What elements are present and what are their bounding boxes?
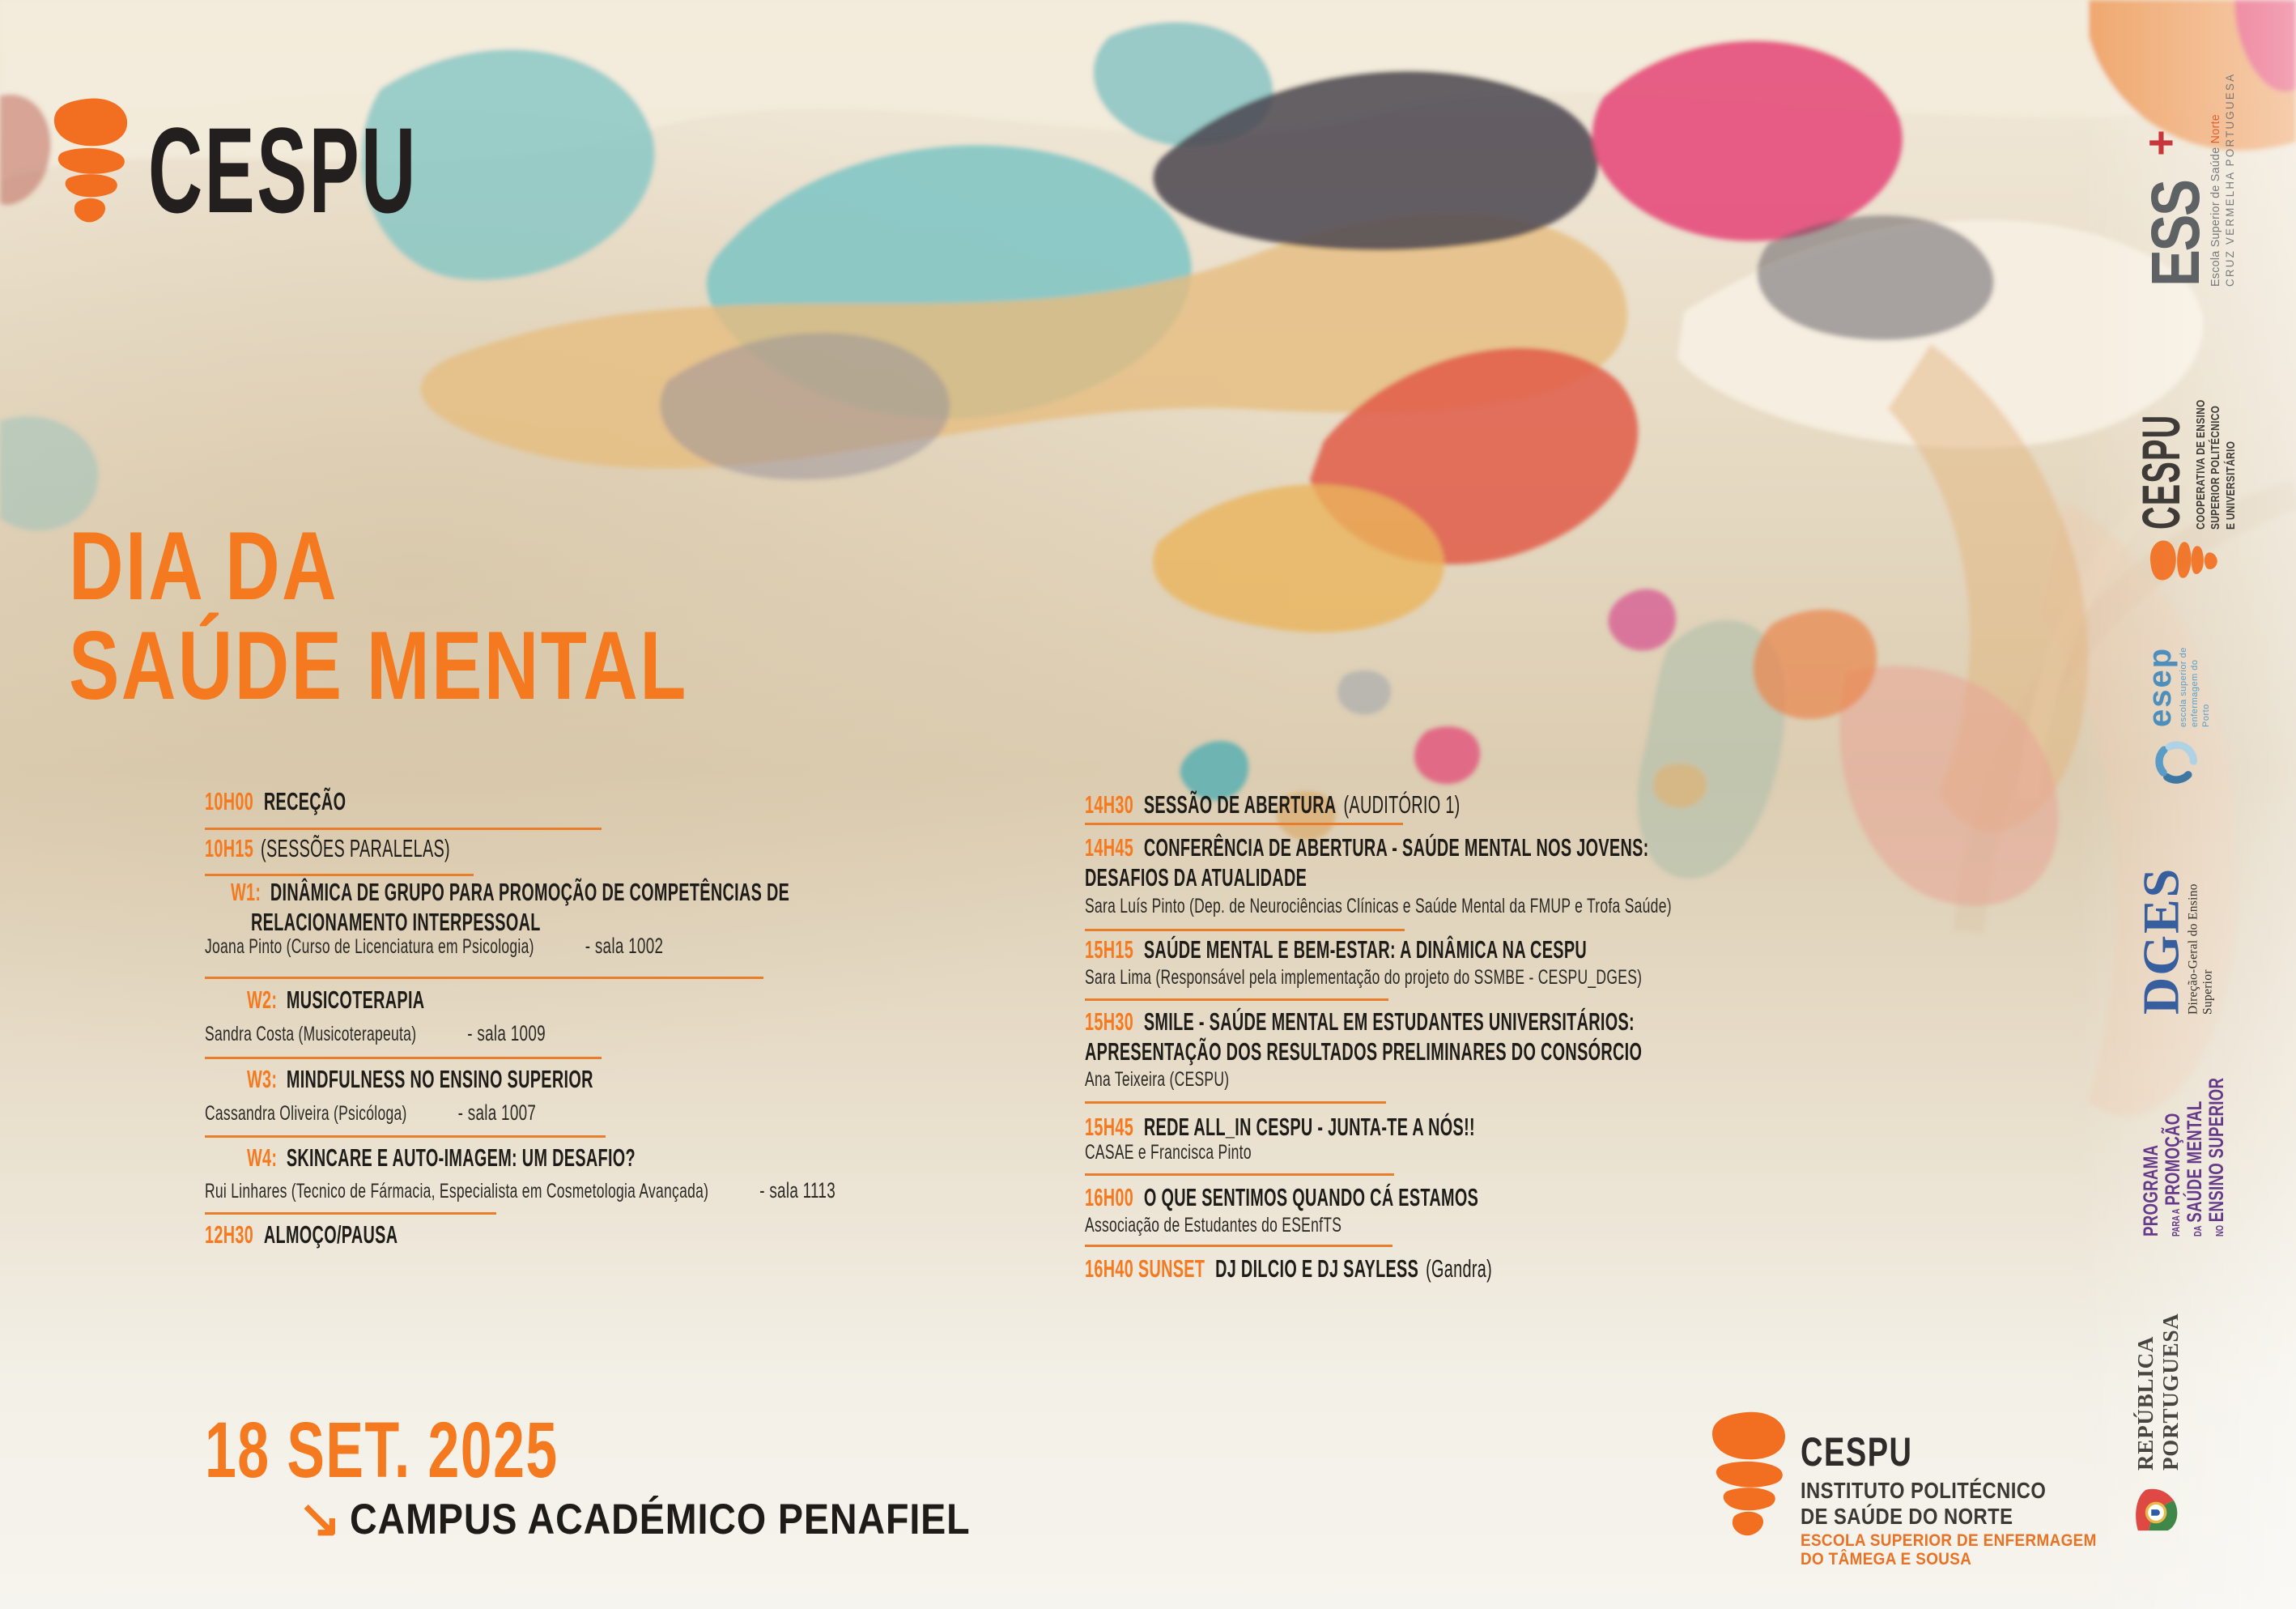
footer-line1: INSTITUTO POLITÉCNICO [1801, 1478, 2047, 1503]
workshop-label: W4: [247, 1143, 278, 1172]
ess-subtitle: CRUZ VERMELHA PORTUGUESA [2222, 72, 2236, 287]
schedule-item-14h45-line1 [1085, 834, 1966, 862]
ess-norte-highlight: Norte [2208, 114, 2222, 144]
page-title-line1: DIA DA [69, 512, 338, 620]
workshop-w2-title [247, 986, 525, 1014]
speaker-name: Ana Teixeira (CESPU) [1085, 1068, 1230, 1091]
separator-line [1085, 1101, 1386, 1104]
separator-line [205, 1057, 602, 1059]
item-title: SKINCARE E AUTO-IMAGEM: UM DESAFIO? [286, 1143, 636, 1172]
event-date: 18 SET. 2025 [205, 1406, 559, 1494]
item-title-light: (AUDITÓRIO 1) [1343, 790, 1461, 819]
event-location: CAMPUS ACADÉMICO PENAFIEL [350, 1496, 971, 1543]
item-title-light: (SESSÕES PARALELAS) [261, 834, 450, 862]
separator-line [205, 1212, 496, 1215]
item-time: 16H00 [1085, 1183, 1134, 1211]
schedule-item-14h45-line2: DESAFIOS DA ATUALIDADE [1085, 863, 1307, 892]
item-title: DJ DILCIO E DJ SAYLESS [1215, 1254, 1419, 1283]
item-time: 16H40 SUNSET [1085, 1254, 1205, 1283]
schedule-item-16h40 [1085, 1255, 1721, 1283]
schedule-item-16h00 [1085, 1184, 1700, 1211]
speaker-name: CASAE e Francisca Pinto [1085, 1141, 1252, 1164]
room-label: - sala 1113 [759, 1178, 836, 1202]
workshop-label: W3: [247, 1065, 278, 1093]
esep-wordmark: esep [2141, 646, 2178, 727]
schedule-item-12h30 [205, 1221, 506, 1249]
cespu-side-wordmark: CESPU [2130, 414, 2191, 530]
separator-line [205, 828, 602, 830]
footer-line2: DE SAÚDE DO NORTE [1801, 1504, 2013, 1529]
schedule-item-14h45-speaker [1085, 896, 1923, 918]
dges-logo [2132, 856, 2216, 1015]
portugal-flag-icon [2135, 1485, 2182, 1537]
item-title: MUSICOTERAPIA [286, 985, 425, 1014]
workshop-w2-speaker [205, 1022, 691, 1046]
footer-wordmark: CESPU [1801, 1429, 1913, 1475]
speaker-name: Associação de Estudantes do ESEnfTS [1085, 1214, 1342, 1237]
workshop-label: W2: [247, 985, 278, 1014]
separator-line [205, 874, 474, 876]
item-title: RECEÇÃO [263, 787, 347, 815]
esep-logo: esep escola superior de enfermagem do Porto [2142, 638, 2212, 784]
speaker-name: Joana Pinto (Curso de Licenciatura em Psicologia) [205, 935, 534, 958]
schedule-item-10h00 [205, 788, 425, 815]
workshop-w3-title [247, 1066, 788, 1093]
item-title: ALMOÇO/PAUSA [263, 1220, 398, 1249]
ess-norte-logo: ESS+ Escola Superior de Saúde Norte CRUZ VERMELHA PORTUGUESA [2135, 72, 2236, 287]
item-time: 12H30 [205, 1220, 254, 1249]
footer-line3: ESCOLA SUPERIOR DE ENFERMAGEM [1801, 1531, 2097, 1550]
item-time: 14H30 [1085, 790, 1134, 819]
schedule-item-15h30-line1 [1085, 1008, 1944, 1036]
item-title: O QUE SENTIMOS QUANDO CÁ ESTAMOS [1143, 1183, 1479, 1211]
separator-line [1085, 1245, 1392, 1247]
republica-portuguesa-logo: REPÚBLICA PORTUGUESA [2133, 1294, 2183, 1537]
dges-wordmark: DGES [2132, 866, 2190, 1015]
speaker-name: Cassandra Oliveira (Psicóloga) [205, 1102, 407, 1125]
item-title: REDE ALL_IN CESPU - JUNTA-TE A NÓS!! [1143, 1113, 1475, 1141]
separator-line [205, 977, 763, 979]
speaker-name: Sara Lima (Responsável pela implementação do projeto do SSMBE - CESPU_DGES) [1085, 966, 1643, 989]
room-label: - sala 1002 [585, 934, 664, 958]
ess-wordmark: ESS [2137, 181, 2214, 287]
esep-swirl-icon [2154, 739, 2200, 784]
schedule-item-14h30 [1085, 791, 1671, 819]
schedule-item-15h30-speaker [1085, 1069, 1291, 1092]
schedule-item-15h45-speaker [1085, 1142, 1323, 1164]
separator-line [1085, 823, 1403, 825]
separator-line [1085, 1173, 1394, 1176]
dges-subtitle: Direção-Geral do Ensino Superior [2186, 883, 2215, 1015]
speaker-name: Sandra Costa (Musicoterapeuta) [205, 1023, 417, 1045]
workshop-w4-title [247, 1144, 854, 1172]
header-brand-wordmark [148, 100, 583, 240]
schedule-item-16h00-speaker [1085, 1215, 1452, 1237]
cespu-spiral-icon [2149, 539, 2219, 581]
item-title-light: (Gandra) [1426, 1254, 1493, 1283]
workshop-label: W1: [231, 878, 261, 906]
item-time: 10H15 [205, 834, 254, 862]
workshop-w4-speaker [205, 1179, 1106, 1203]
workshop-w1-speaker [205, 934, 860, 959]
cespu-spiral-icon [1710, 1411, 1788, 1539]
item-time: 15H30 [1085, 1007, 1134, 1036]
room-label: - sala 1007 [457, 1100, 537, 1125]
item-time: 15H45 [1085, 1113, 1134, 1141]
brand-wordmark-text: CESPU [148, 102, 418, 238]
item-time: 14H45 [1085, 833, 1134, 862]
schedule-item-15h30-line2: APRESENTAÇÃO DOS RESULTADOS PRELIMINARES DO CONSÓRCIO [1085, 1037, 1643, 1066]
cespu-spiral-icon [52, 77, 130, 245]
separator-line [1085, 998, 1388, 1001]
schedule-item-15h15 [1085, 936, 1869, 964]
item-time: 10H00 [205, 787, 254, 815]
item-title: MINDFULNESS NO ENSINO SUPERIOR [286, 1065, 593, 1093]
speaker-name: Rui Linhares (Tecnico de Fármacia, Especialista em Cosmetologia Avançada) [205, 1180, 709, 1202]
schedule-item-10h15 [205, 835, 588, 862]
location-arrow-icon: ↘ [298, 1489, 342, 1547]
programa-saude-mental-logo: PROGRAMA PARA APROMOÇÃO DASAÚDE MENTAL NOENSINO SUPERIOR [2140, 1077, 2228, 1237]
footer-line4: DO TÂMEGA E SOUSA [1801, 1550, 1972, 1569]
workshop-w1-title-line2: RELACIONAMENTO INTERPESSOAL [251, 908, 541, 936]
item-title: SMILE - SAÚDE MENTAL EM ESTUDANTES UNIVERSITÁRIOS: [1143, 1007, 1635, 1036]
separator-line [1085, 929, 1405, 931]
item-time: 15H15 [1085, 935, 1134, 964]
cespu-cooperativa-logo: CESPU COOPERATIVA DE ENSINO SUPERIOR POLITÉCNICO E UNIVERSITÁRIO [2130, 382, 2239, 581]
separator-line [205, 1135, 606, 1138]
item-title: SAÚDE MENTAL E BEM-ESTAR: A DINÂMICA NA CESPU [1143, 935, 1588, 964]
workshop-w1-title-line1 [231, 879, 1103, 906]
page-title-line2: SAÚDE MENTAL [69, 611, 688, 720]
ess-red-plus-icon: + [2135, 130, 2187, 156]
schedule-item-15h15-speaker [1085, 967, 1881, 990]
room-label: - sala 1009 [467, 1021, 546, 1045]
item-title: CONFERÊNCIA DE ABERTURA - SAÚDE MENTAL NOS JOVENS: [1143, 833, 1649, 862]
workshop-w3-speaker [205, 1101, 678, 1126]
speaker-name: Sara Luís Pinto (Dep. de Neurociências Clínicas e Saúde Mental da FMUP e Trofa Saúde) [1085, 895, 1672, 917]
item-title: SESSÃO DE ABERTURA [1143, 790, 1337, 819]
schedule-item-15h45 [1085, 1113, 1694, 1141]
item-title: DINÂMICA DE GRUPO PARA PROMOÇÃO DE COMPETÊNCIAS DE [270, 878, 790, 906]
